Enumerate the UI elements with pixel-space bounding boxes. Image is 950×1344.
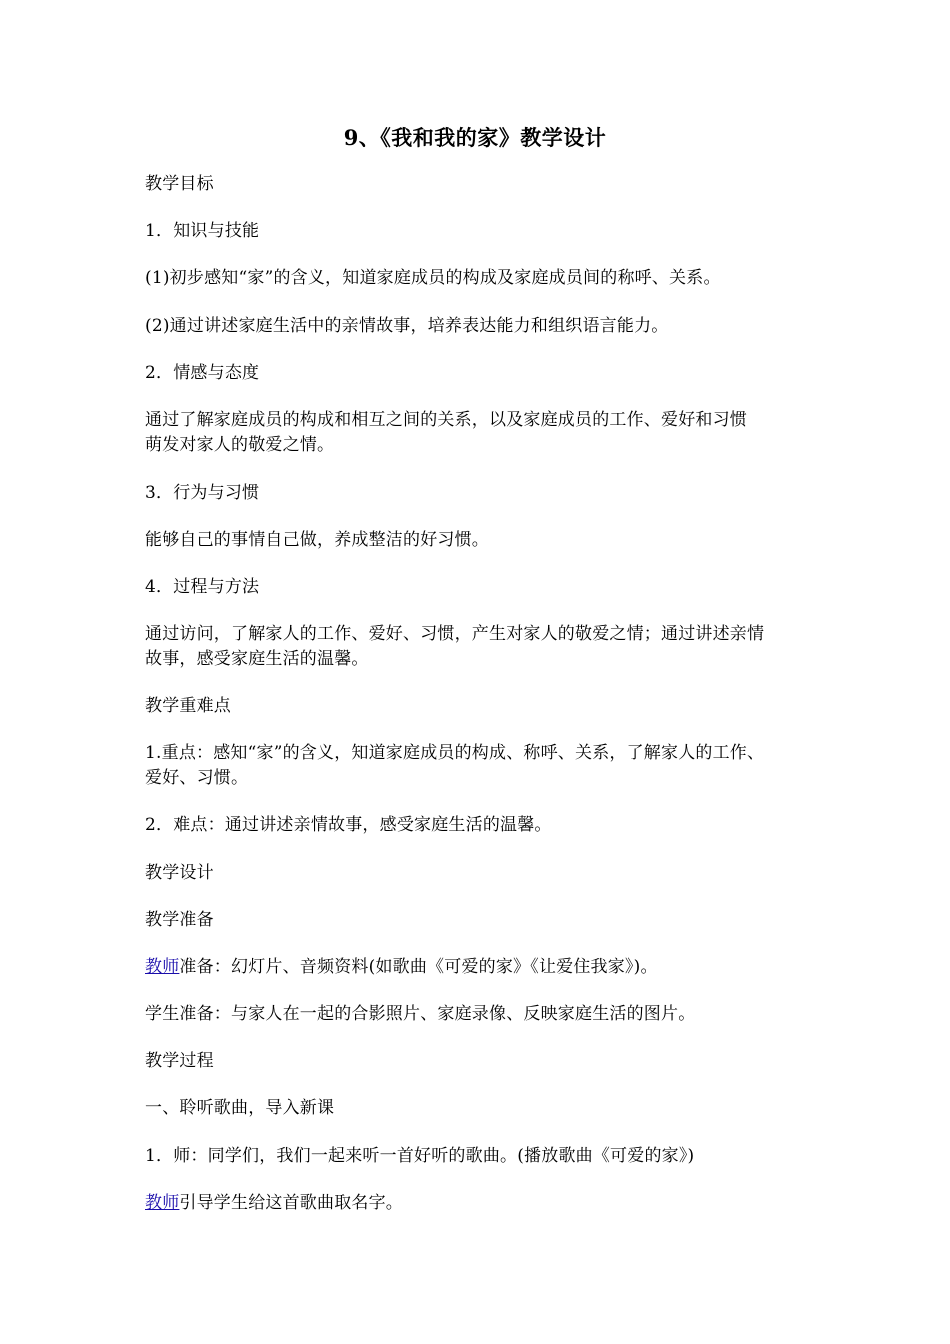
step1-paragraph-1: 1．师：同学们，我们一起来听一首好听的歌曲。(播放歌曲《可爱的家》) — [145, 1146, 695, 1166]
teacher-link[interactable]: 教师 — [145, 957, 180, 977]
step1-paragraph-2 — [145, 1191, 815, 1216]
goal4-paragraph-line-1: 通过访问，了解家人的工作、爱好、习惯，产生对家人的敬爱之情；通过讲述亲情 — [145, 624, 765, 644]
goal4-heading: 4．过程与方法 — [145, 577, 260, 597]
key-point-line-1: 1.重点：感知“家”的含义，知道家庭成员的构成、称呼、关系，了解家人的工作、 — [145, 743, 765, 763]
section-heading-goals: 教学目标 — [145, 174, 214, 194]
key-point-line-2: 爱好、习惯。 — [145, 768, 249, 788]
section-heading-key-points: 教学重难点 — [145, 696, 231, 716]
difficult-point: 2．难点：通过讲述亲情故事，感受家庭生活的温馨。 — [145, 815, 552, 835]
student-preparation: 学生准备：与家人在一起的合影照片、家庭录像、反映家庭生活的图片。 — [145, 1004, 696, 1024]
teacher-link-2[interactable]: 教师 — [145, 1193, 180, 1213]
goal2-heading: 2．情感与态度 — [145, 363, 260, 383]
goal1-paragraph-1: (1)初步感知“家”的含义，知道家庭成员的构成及家庭成员间的称呼、关系。 — [145, 268, 721, 288]
step1-paragraph-2-text: 引导学生给这首歌曲取名字。 — [179, 1193, 404, 1213]
goal1-paragraph-2: (2)通过讲述家庭生活中的亲情故事，培养表达能力和组织语言能力。 — [145, 316, 669, 336]
section-heading-preparation: 教学准备 — [145, 910, 214, 930]
teacher-preparation — [145, 955, 815, 980]
goal4-paragraph-line-2: 故事，感受家庭生活的温馨。 — [145, 649, 369, 669]
document-title: 9、《我和我的家》教学设计 — [343, 125, 607, 150]
teacher-preparation-text: 准备：幻灯片、音频资料(如歌曲《可爱的家》《让爱住我家》)。 — [179, 957, 658, 977]
goal1-heading: 1．知识与技能 — [145, 221, 260, 241]
section-heading-design: 教学设计 — [145, 863, 214, 883]
goal2-paragraph-line-1: 通过了解家庭成员的构成和相互之间的关系，以及家庭成员的工作、爱好和习惯 — [145, 410, 747, 430]
step1-heading: 一、聆听歌曲，导入新课 — [145, 1098, 335, 1118]
goal2-paragraph-line-2: 萌发对家人的敬爱之情。 — [145, 435, 335, 455]
goal3-paragraph: 能够自己的事情自己做，养成整洁的好习惯。 — [145, 530, 489, 550]
section-heading-process: 教学过程 — [145, 1051, 214, 1071]
goal3-heading: 3．行为与习惯 — [145, 483, 260, 503]
